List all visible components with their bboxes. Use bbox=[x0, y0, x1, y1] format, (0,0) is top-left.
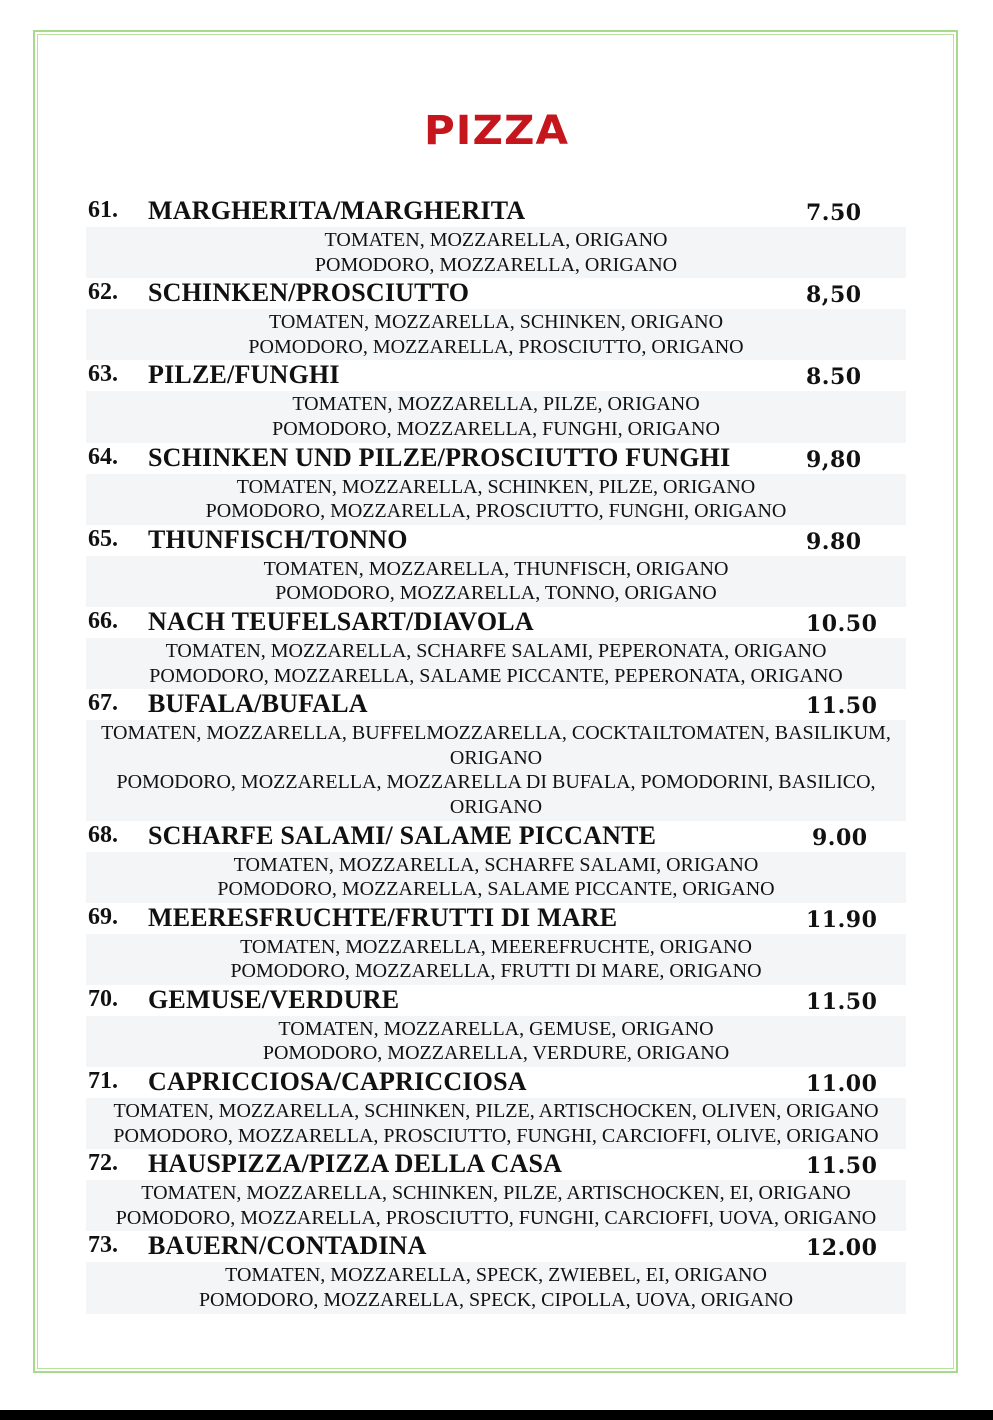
menu-item-header bbox=[86, 1231, 906, 1262]
menu-item-header bbox=[86, 1149, 906, 1180]
item-ingredients bbox=[86, 1180, 906, 1231]
item-name: SCHARFE SALAMI/ SALAME PICCANTE bbox=[148, 820, 657, 850]
item-name: PILZE/FUNGHI bbox=[148, 360, 340, 390]
menu-item-header bbox=[86, 525, 906, 556]
ingredient-line: TOMATEN, MOZZARELLA, MEEREFRUCHTE, ORIGANO bbox=[240, 935, 752, 958]
ingredient-line: POMODORO, MOZZARELLA, PROSCIUTTO, FUNGHI, CARCIOFFI, OLIVE, ORIGANO bbox=[113, 1124, 879, 1147]
item-number: 61. bbox=[88, 197, 118, 223]
item-price: 11.90 bbox=[806, 906, 878, 933]
item-ingredients bbox=[86, 1262, 906, 1313]
item-number: 64. bbox=[88, 443, 118, 470]
menu-item bbox=[86, 1067, 906, 1149]
menu-item bbox=[86, 196, 906, 278]
menu-item-header bbox=[86, 1067, 906, 1098]
ingredient-line: TOMATEN, MOZZARELLA, SPECK, ZWIEBEL, EI, ORIGANO bbox=[225, 1264, 767, 1287]
item-price: 9.00 bbox=[812, 824, 868, 851]
ingredient-line: POMODORO, MOZZARELLA, PROSCIUTTO, FUNGHI, CARCIOFFI, UOVA, ORIGANO bbox=[115, 1206, 877, 1229]
item-ingredients bbox=[86, 556, 906, 607]
item-name: SCHINKEN UND PILZE/PROSCIUTTO FUNGHI bbox=[148, 442, 731, 472]
pizza-menu-list bbox=[86, 196, 906, 1314]
ingredient-line: POMODORO, MOZZARELLA, MOZZARELLA DI BUFALA, POMODORINI, BASILICO, bbox=[116, 771, 876, 794]
ingredient-line: TOMATEN, MOZZARELLA, SCHINKEN, ORIGANO bbox=[268, 311, 724, 334]
item-name: MEERESFRUCHTE/FRUTTI DI MARE bbox=[148, 902, 618, 932]
item-price: 9.80 bbox=[806, 528, 862, 555]
ingredient-line: POMODORO, MOZZARELLA, VERDURE, ORIGANO bbox=[262, 1042, 730, 1065]
item-price: 7.50 bbox=[806, 200, 862, 226]
item-number: 71. bbox=[88, 1068, 118, 1095]
menu-item bbox=[86, 1149, 906, 1231]
menu-item-header bbox=[86, 278, 906, 309]
menu-item bbox=[86, 278, 906, 360]
menu-item-header bbox=[86, 821, 906, 852]
item-number: 62. bbox=[88, 279, 118, 306]
ingredient-line: POMODORO, MOZZARELLA, SALAME PICCANTE, PEPERONATA, ORIGANO bbox=[149, 664, 843, 687]
item-price: 9,80 bbox=[806, 446, 862, 473]
item-name: CAPRICCIOSA/CAPRICCIOSA bbox=[148, 1067, 527, 1097]
ingredient-line: TOMATEN, MOZZARELLA, ORIGANO bbox=[324, 229, 668, 251]
ingredient-line: POMODORO, MOZZARELLA, SPECK, CIPOLLA, UOVA, ORIGANO bbox=[198, 1289, 794, 1312]
item-price: 10.50 bbox=[806, 610, 878, 637]
item-price: 11.50 bbox=[806, 1153, 878, 1180]
item-number: 63. bbox=[88, 361, 118, 388]
item-number: 67. bbox=[88, 690, 118, 717]
item-ingredients bbox=[86, 1098, 906, 1149]
item-price: 11.00 bbox=[806, 1071, 878, 1098]
item-ingredients bbox=[86, 474, 906, 525]
menu-item bbox=[86, 821, 906, 903]
item-name: MARGHERITA/MARGHERITA bbox=[148, 196, 526, 225]
item-number: 65. bbox=[88, 525, 118, 552]
ingredient-line: TOMATEN, MOZZARELLA, PILZE, ORIGANO bbox=[292, 393, 700, 416]
item-ingredients bbox=[86, 391, 906, 442]
item-ingredients bbox=[86, 934, 906, 985]
menu-item-header bbox=[86, 607, 906, 638]
menu-item bbox=[86, 607, 906, 689]
item-number: 72. bbox=[88, 1150, 118, 1177]
ingredient-line: TOMATEN, MOZZARELLA, SCHINKEN, PILZE, ARTISCHOCKEN, EI, ORIGANO bbox=[141, 1182, 851, 1205]
item-ingredients bbox=[86, 1016, 906, 1067]
ingredient-line: TOMATEN, MOZZARELLA, SCHINKEN, PILZE, ORIGANO bbox=[236, 475, 756, 498]
item-ingredients bbox=[86, 720, 906, 820]
item-number: 73. bbox=[88, 1232, 118, 1259]
ingredient-line: POMODORO, MOZZARELLA, ORIGANO bbox=[314, 253, 678, 276]
ingredient-line: POMODORO, MOZZARELLA, SALAME PICCANTE, ORIGANO bbox=[217, 878, 775, 901]
item-number: 70. bbox=[88, 985, 118, 1012]
item-price: 8.50 bbox=[806, 364, 862, 391]
menu-item-header bbox=[86, 360, 906, 391]
item-number: 69. bbox=[88, 903, 118, 930]
menu-item bbox=[86, 689, 906, 820]
menu-item-header bbox=[86, 985, 906, 1016]
ingredient-line: POMODORO, MOZZARELLA, PROSCIUTTO, ORIGANO bbox=[248, 335, 744, 358]
item-name: THUNFISCH/TONNO bbox=[148, 524, 408, 554]
item-name: BAUERN/CONTADINA bbox=[148, 1231, 427, 1261]
menu-item bbox=[86, 985, 906, 1067]
item-ingredients bbox=[86, 309, 906, 360]
menu-title: PIZZA bbox=[423, 108, 570, 154]
menu-item bbox=[86, 1231, 906, 1313]
item-name: SCHINKEN/PROSCIUTTO bbox=[148, 278, 470, 308]
ingredient-line: TOMATEN, MOZZARELLA, SCHINKEN, PILZE, ARTISCHOCKEN, OLIVEN, ORIGANO bbox=[113, 1100, 879, 1123]
ingredient-line: POMODORO, MOZZARELLA, PROSCIUTTO, FUNGHI, ORIGANO bbox=[205, 500, 787, 523]
item-number: 66. bbox=[88, 607, 118, 634]
menu-item bbox=[86, 903, 906, 985]
ingredient-line: TOMATEN, MOZZARELLA, SCHARFE SALAMI, ORIGANO bbox=[233, 853, 759, 876]
item-name: NACH TEUFELSART/DIAVOLA bbox=[148, 606, 534, 636]
item-name: BUFALA/BUFALA bbox=[148, 689, 368, 719]
item-ingredients bbox=[86, 852, 906, 903]
ingredient-line: TOMATEN, MOZZARELLA, GEMUSE, ORIGANO bbox=[278, 1017, 714, 1040]
ingredient-line: POMODORO, MOZZARELLA, TONNO, ORIGANO bbox=[275, 582, 717, 605]
menu-item-header bbox=[86, 196, 906, 227]
menu-item bbox=[86, 525, 906, 607]
item-name: GEMUSE/VERDURE bbox=[148, 984, 400, 1014]
ingredient-line: TOMATEN, MOZZARELLA, BUFFELMOZZARELLA, COCKTAILTOMATEN, BASILIKUM, bbox=[101, 722, 891, 745]
menu-item-header bbox=[86, 689, 906, 720]
item-ingredients bbox=[86, 638, 906, 689]
item-price: 11.50 bbox=[806, 693, 878, 720]
ingredient-line: TOMATEN, MOZZARELLA, THUNFISCH, ORIGANO bbox=[263, 557, 729, 580]
ingredient-line: POMODORO, MOZZARELLA, FRUTTI DI MARE, ORIGANO bbox=[230, 960, 762, 983]
bottom-bar bbox=[0, 1410, 993, 1420]
item-ingredients bbox=[86, 227, 906, 278]
menu-item bbox=[86, 443, 906, 525]
item-number: 68. bbox=[88, 821, 118, 848]
menu-item-header bbox=[86, 903, 906, 934]
menu-item-header bbox=[86, 443, 906, 474]
ingredient-line: ORIGANO bbox=[449, 795, 543, 818]
item-price: 8,50 bbox=[806, 282, 862, 309]
menu-item bbox=[86, 360, 906, 442]
item-price: 12.00 bbox=[806, 1235, 878, 1262]
ingredient-line: TOMATEN, MOZZARELLA, SCHARFE SALAMI, PEPERONATA, ORIGANO bbox=[165, 639, 827, 662]
ingredient-line: POMODORO, MOZZARELLA, FUNGHI, ORIGANO bbox=[272, 417, 720, 440]
item-price: 11.50 bbox=[806, 988, 878, 1015]
ingredient-line: ORIGANO bbox=[449, 746, 543, 769]
item-name: HAUSPIZZA/PIZZA DELLA CASA bbox=[148, 1149, 563, 1179]
